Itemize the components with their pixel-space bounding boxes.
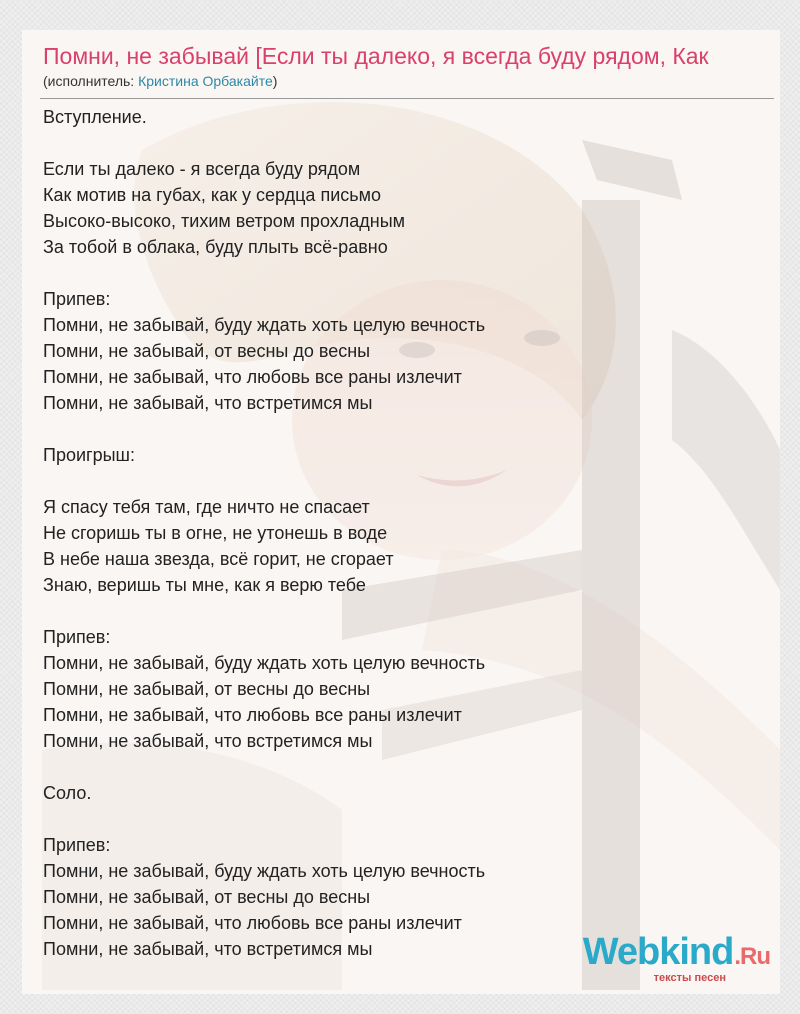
lyrics-line: Помни, не забывай, от весны до весны bbox=[43, 341, 371, 361]
lyrics-line: В небе наша звезда, всё горит, не сгорает bbox=[43, 549, 394, 569]
lyrics-line: Помни, не забывай, что любовь все раны излечит bbox=[43, 367, 462, 387]
lyrics-line: Знаю, веришь ты мне, как я верю тебе bbox=[43, 575, 366, 595]
lyrics-line: Припев: bbox=[43, 627, 111, 647]
lyrics-line: Помни, не забывай, от весны до весны bbox=[43, 679, 371, 699]
lyrics-blank-line bbox=[43, 416, 780, 442]
watermark-tagline: тексты песен bbox=[653, 972, 726, 984]
lyrics-line: Помни, не забывай, буду ждать хоть целую вечность bbox=[43, 861, 486, 881]
lyrics-blank-line bbox=[43, 468, 780, 494]
lyrics-blank-line bbox=[43, 598, 780, 624]
song-title: Помни, не забывай [Если ты далеко, я всегда буду рядом, Как bbox=[43, 43, 709, 69]
lyrics-line: Помни, не забывай, буду ждать хоть целую вечность bbox=[43, 653, 486, 673]
artist-prefix: (исполнитель: bbox=[43, 73, 139, 89]
lyrics-blank-line bbox=[43, 260, 780, 286]
lyrics-blank-line bbox=[43, 754, 780, 780]
lyrics-line: За тобой в облака, буду плыть всё-равно bbox=[43, 237, 388, 257]
lyrics-line: Помни, не забывай, от весны до весны bbox=[43, 887, 371, 907]
lyrics-text bbox=[22, 99, 780, 962]
lyrics-line: Припев: bbox=[43, 289, 111, 309]
lyrics-line: Высоко-высоко, тихим ветром прохладным bbox=[43, 211, 406, 231]
lyrics-card bbox=[22, 30, 780, 994]
lyrics-line: Помни, не забывай, буду ждать хоть целую вечность bbox=[43, 315, 486, 335]
artist-suffix: ) bbox=[272, 73, 278, 89]
watermark-logo bbox=[583, 933, 770, 976]
artist-line bbox=[43, 72, 780, 90]
song-header bbox=[22, 30, 780, 90]
lyrics-line: Соло. bbox=[43, 783, 92, 803]
lyrics-line: Припев: bbox=[43, 835, 111, 855]
lyrics-line: Я спасу тебя там, где ничто не спасает bbox=[43, 497, 370, 517]
lyrics-line: Помни, не забывай, что встретимся мы bbox=[43, 393, 373, 413]
lyrics-line: Помни, не забывай, что встретимся мы bbox=[43, 939, 373, 959]
site-watermark bbox=[583, 933, 770, 984]
lyrics-blank-line bbox=[43, 130, 780, 156]
watermark-brand: Webkind bbox=[582, 931, 734, 973]
watermark-tld: .Ru bbox=[734, 943, 770, 970]
lyrics-line: Не сгоришь ты в огне, не утонешь в воде bbox=[43, 523, 388, 543]
lyrics-line: Если ты далеко - я всегда буду рядом bbox=[43, 159, 361, 179]
artist-link[interactable]: Кристина Орбакайте bbox=[138, 73, 273, 89]
lyrics-line: Проигрыш: bbox=[43, 445, 135, 465]
lyrics-blank-line bbox=[43, 806, 780, 832]
lyrics-line: Помни, не забывай, что встретимся мы bbox=[43, 731, 373, 751]
lyrics-line: Как мотив на губах, как у сердца письмо bbox=[43, 185, 382, 205]
lyrics-line: Вступление. bbox=[43, 107, 147, 127]
lyrics-line: Помни, не забывай, что любовь все раны излечит bbox=[43, 913, 462, 933]
lyrics-line: Помни, не забывай, что любовь все раны излечит bbox=[43, 705, 462, 725]
